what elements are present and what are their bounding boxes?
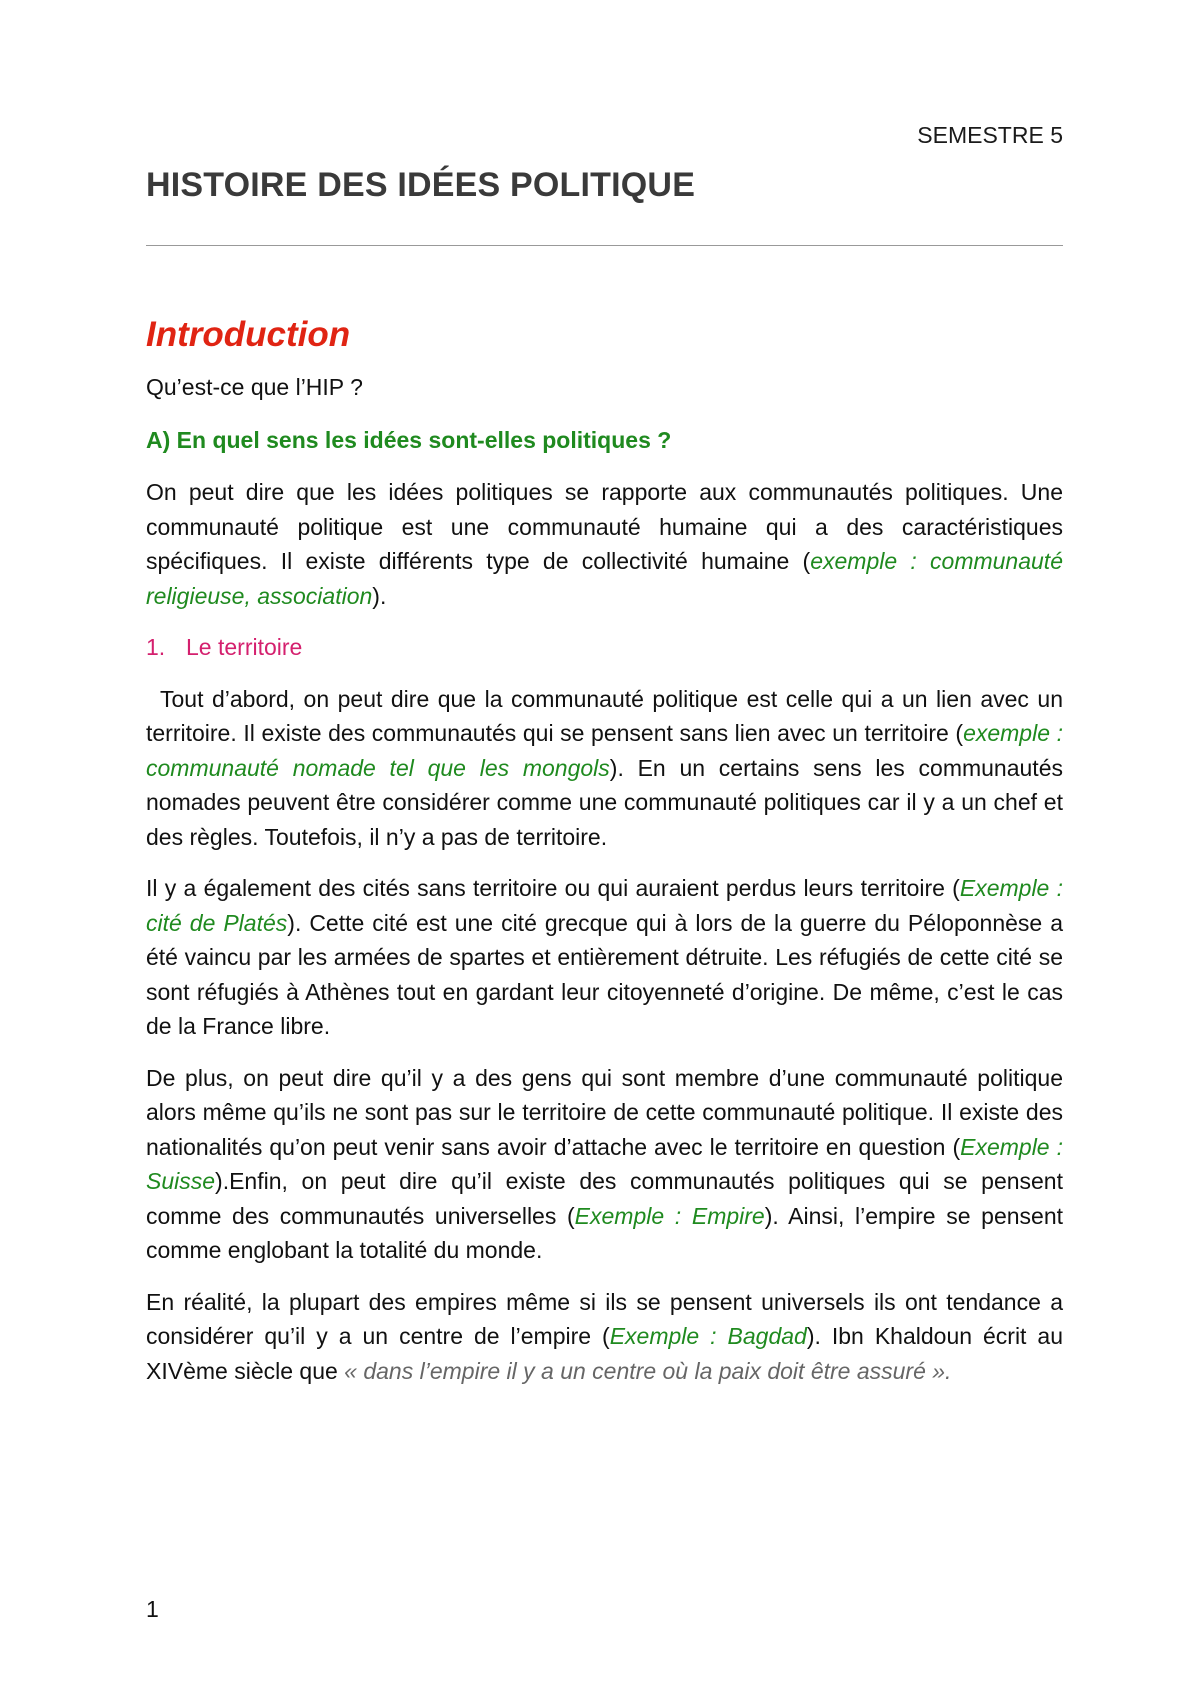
paragraph-text: On peut dire que les idées politiques se rapporte aux communautés politiques. Une communauté politique est une communauté humaine qui a des caractéristiques spécifiques. Il existe différents type de collectivité humaine ( [146, 479, 1063, 574]
paragraph-text: De plus, on peut dire qu’il y a des gens qui sont membre d’une communauté politique alors même qu’ils ne sont pas sur le territoire de cette communauté politique. Il existe des nationalités qu’on peut venir sans avoir d’attache avec le territoire en question ( [146, 1064, 1063, 1160]
paragraph-communautes [146, 475, 1063, 613]
page-number: 1 [146, 1596, 159, 1622]
paragraph-text: ). En un certains sens les communautés nomades peuvent être considérer comme une communauté politiques car il y a un chef et des règles. Toutefois, il n’y a pas de territoire. [146, 754, 1063, 850]
title-divider [146, 245, 1063, 246]
paragraph-text: Il y a également des cités sans territoire ou qui auraient perdus leurs territoire ( [146, 875, 960, 901]
example-text: Exemple : cité de Platés [146, 875, 1064, 936]
list-item-number: 1. [146, 634, 166, 660]
paragraph-text: ). Ibn Khaldoun écrit au XIVème siècle que [146, 1323, 1064, 1384]
intro-question: Qu’est-ce que l’HIP ? [146, 374, 363, 400]
example-text: exemple : communauté religieuse, association [146, 548, 1063, 609]
example-text: Exemple : Bagdad [609, 1323, 807, 1349]
paragraph-text: Tout d’abord, on peut dire que la communauté politique est celle qui a un lien avec un territoire. Il existe des communautés qui se pensent sans lien avec un territoire ( [146, 685, 1063, 746]
paragraph-empires [146, 1285, 1063, 1389]
introduction-heading: Introduction [146, 315, 351, 354]
quotation-text: « dans l’empire il y a un centre où la paix doit être assuré ». [344, 1357, 952, 1384]
list-item-territoire [146, 630, 1063, 665]
document-title: HISTOIRE DES IDÉES POLITIQUE [146, 166, 696, 204]
semester-label: SEMESTRE 5 [917, 122, 1063, 148]
list-item-label: Le territoire [186, 634, 303, 660]
paragraph-text: ).Enfin, on peut dire qu’il existe des communautés politiques qui se pensent comme des communautés universelles ( [146, 1168, 1063, 1229]
paragraph-text: ). Cette cité est une cité grecque qui à lors de la guerre du Péloponnèse a été vaincu par les armées de spartes et entièrement détruite. Les réfugiés de cette cité se sont réfugiés à Athènes tout en gardant leur citoyenneté d’origine. De même, c’est le cas de la France libre. [146, 909, 1063, 1039]
paragraph-text: En réalité, la plupart des empires même si ils se pensent universels ils ont tendance a considérer qu’il y a un centre de l’empire ( [146, 1288, 1063, 1349]
paragraph-text: ). Ainsi, l’empire se pensent comme englobant la totalité du monde. [146, 1202, 1064, 1263]
document-body [146, 312, 1063, 1405]
paragraph-cites-sans-territoire [146, 871, 1063, 1044]
section-a-heading: A) En quel sens les idées sont-elles politiques ? [146, 426, 672, 453]
paragraph-membres [146, 1061, 1063, 1268]
example-text: Exemple : Suisse [146, 1133, 1063, 1194]
paragraph-territoire [146, 682, 1063, 855]
example-text: exemple : communauté nomade tel que les mongols [146, 720, 1063, 781]
example-text: Exemple : Empire [574, 1202, 765, 1229]
paragraph-text: ). [372, 582, 387, 609]
